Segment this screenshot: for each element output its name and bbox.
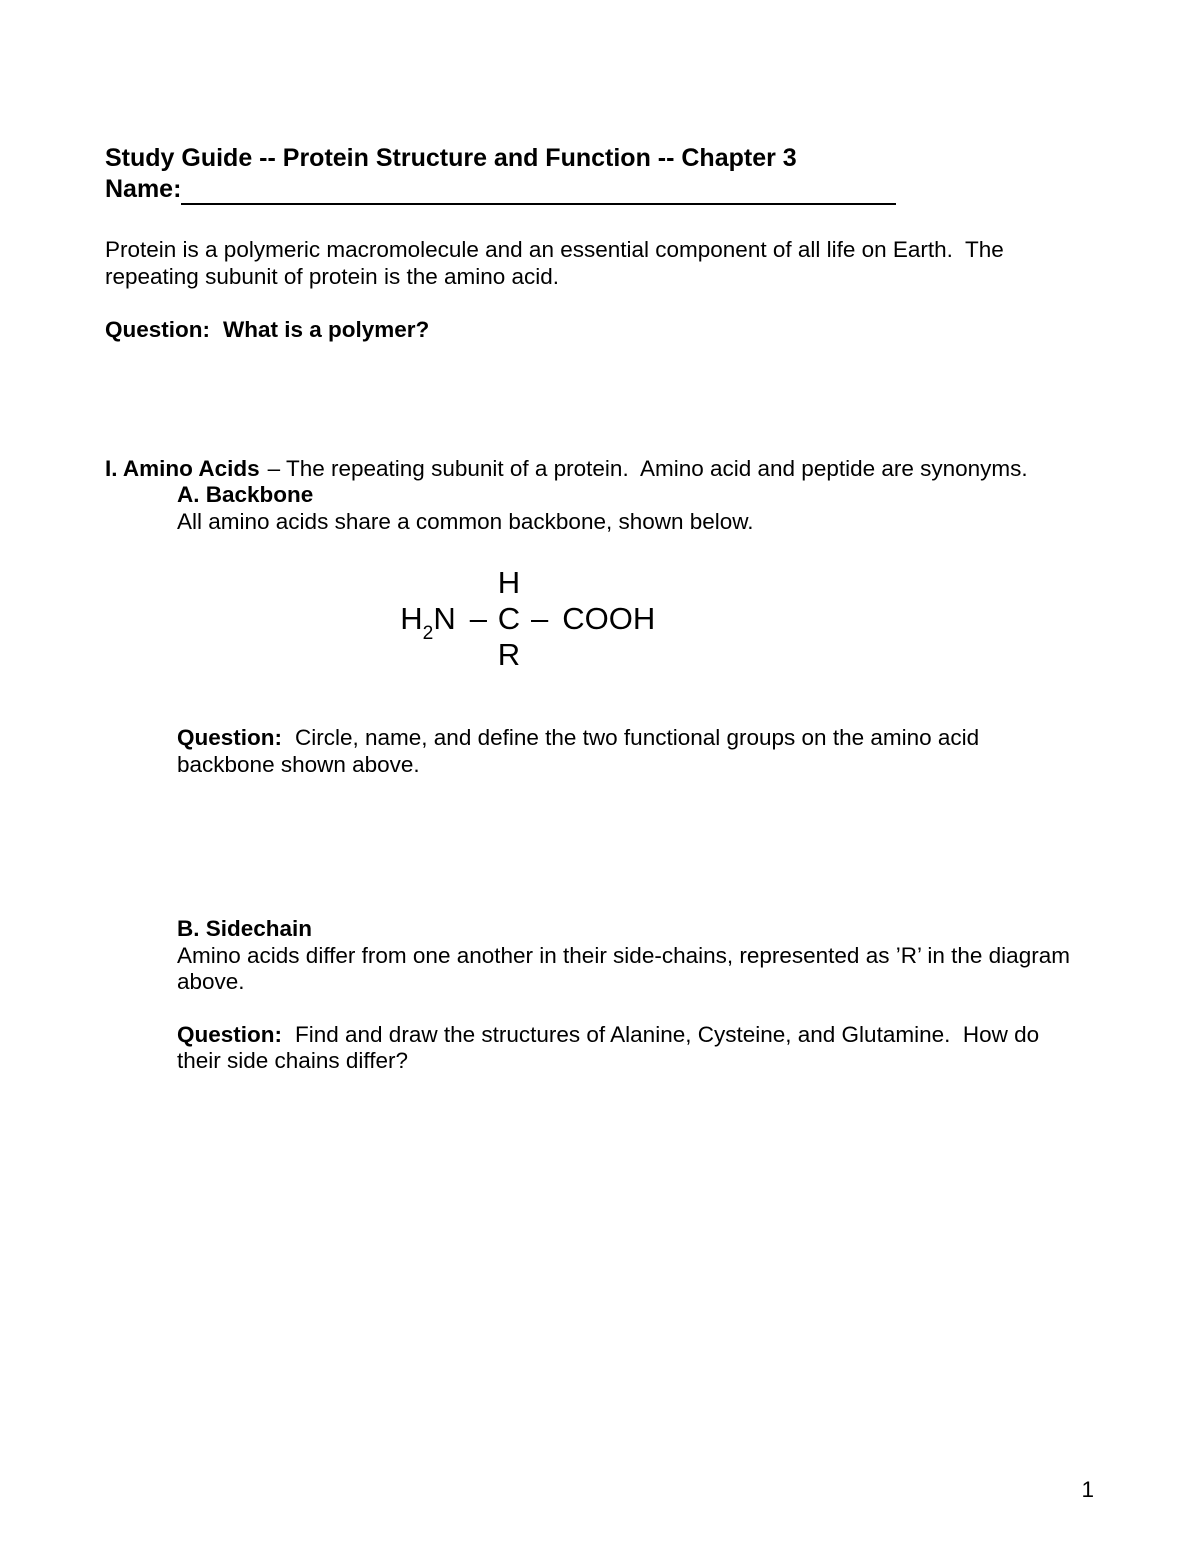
- question-polymer: [105, 317, 1095, 344]
- page-number: 1: [1081, 1477, 1094, 1502]
- amine-subscript: 2: [422, 623, 434, 645]
- question-structures: [177, 1022, 1082, 1075]
- page-title: Study Guide -- Protein Structure and Function -- Chapter 3: [105, 144, 797, 172]
- name-label: Name:: [105, 175, 182, 203]
- carboxyl-group: [531, 601, 741, 637]
- question-text: Circle, name, and define the two functional groups on the amino acid backbone shown above.: [177, 725, 986, 777]
- subsection-backbone-heading: A. Backbone: [177, 482, 314, 507]
- question-functional-groups: [177, 725, 1082, 778]
- hydrogen-atom: H: [497, 565, 521, 600]
- side-chain-r: R: [497, 637, 521, 672]
- intro-paragraph: Protein is a polymeric macromolecule and an essential component of all life on Earth. The repeating subunit of protein is the amino acid.: [105, 237, 1011, 289]
- carboxyl-text: COOH: [562, 601, 656, 636]
- section-number-title: I. Amino Acids: [105, 455, 260, 481]
- horizontal-bond-icon: –: [531, 601, 549, 636]
- amine-n: N: [433, 601, 456, 636]
- question-text: What is a polymer?: [223, 317, 430, 342]
- question-label: Question:: [105, 317, 210, 342]
- question-label: Question:: [177, 725, 282, 750]
- question-label: Question:: [177, 1021, 282, 1047]
- amino-acid-backbone-diagram: [357, 565, 1095, 673]
- section-heading-description: – The repeating subunit of a protein. Amino acid and peptide are synonyms.: [267, 455, 1028, 481]
- amine-h: H: [400, 601, 423, 636]
- subsection-sidechain-heading: B. Sidechain: [177, 916, 313, 941]
- subsection-backbone-text: All amino acids share a common backbone, shown below.: [177, 508, 754, 534]
- horizontal-bond-icon: –: [469, 601, 487, 636]
- alpha-carbon: C: [497, 601, 521, 636]
- section-amino-acids-heading: [105, 456, 1095, 483]
- name-blank-line: [181, 179, 896, 205]
- subsection-sidechain-text: Amino acids differ from one another in their side-chains, represented as ’R’ in the diagram above.: [177, 942, 1077, 994]
- amine-group: [357, 601, 487, 645]
- name-field-row: [105, 174, 1095, 205]
- question-text: Find and draw the structures of Alanine, Cysteine, and Glutamine. How do their side chains differ?: [177, 1021, 1046, 1073]
